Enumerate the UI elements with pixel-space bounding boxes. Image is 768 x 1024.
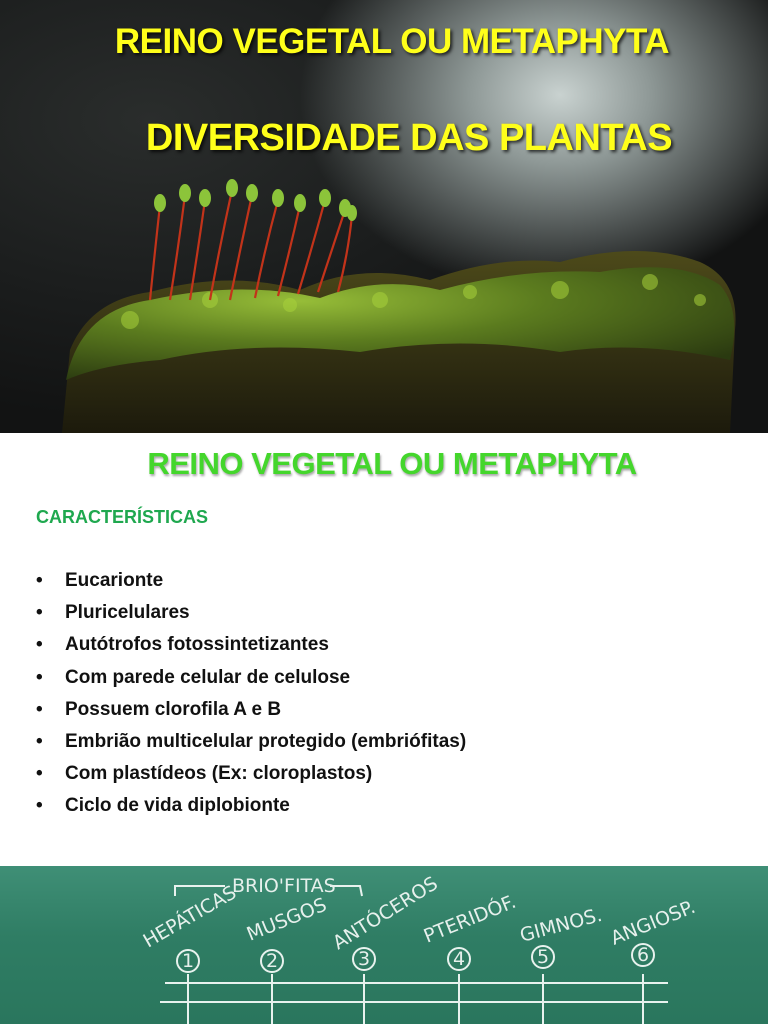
section-label: CARACTERÍSTICAS bbox=[36, 507, 209, 527]
list-item: • Eucarionte bbox=[36, 570, 164, 591]
list-item: • Pluricelulares bbox=[36, 602, 190, 624]
bullet-icon: • bbox=[36, 763, 43, 785]
group-label-antoceros: ANTÓCEROS bbox=[328, 872, 442, 955]
slide-moss-cover bbox=[0, 0, 768, 433]
group-number-5 bbox=[532, 946, 554, 968]
list-item: • Com plastídeos (Ex: cloroplastos) bbox=[36, 763, 373, 785]
group-number-1 bbox=[177, 950, 199, 972]
list-item: • Ciclo de vida diplobionte bbox=[36, 795, 290, 817]
bullet-icon: • bbox=[36, 666, 43, 688]
bullet-icon: • bbox=[36, 570, 43, 591]
list-item: • Embrião multicelular protegido (embriófitas) bbox=[36, 730, 467, 752]
group-label-angiosp: ANGIOSP. bbox=[607, 895, 699, 950]
list-item: • Autótrofos fotossintetizantes bbox=[36, 634, 329, 656]
bracket-label: BRIO'FITAS bbox=[232, 875, 336, 897]
svg-text:2: 2 bbox=[266, 950, 279, 972]
group-label-musgos: MUSGOS bbox=[243, 893, 330, 946]
svg-text:1: 1 bbox=[182, 950, 195, 972]
group-label-hepaticas: HEPÁTICAS bbox=[139, 881, 241, 953]
cover-title-line2: DIVERSIDADE DAS PLANTAS bbox=[145, 117, 673, 159]
slide-characteristics bbox=[0, 433, 768, 866]
bullet-icon: • bbox=[36, 634, 43, 656]
group-number-2 bbox=[261, 950, 283, 972]
chalk-table-lines bbox=[160, 974, 668, 1024]
slide-chalkboard bbox=[0, 866, 768, 1024]
chalkboard-diagram bbox=[0, 866, 768, 1024]
bullet-icon: • bbox=[36, 698, 43, 720]
group-number-6 bbox=[632, 944, 654, 966]
svg-text:5: 5 bbox=[537, 946, 550, 968]
list-item: • Possuem clorofila A e B bbox=[36, 698, 282, 720]
moss-photo-illustration bbox=[0, 0, 768, 433]
list-item: • Com parede celular de celulose bbox=[36, 666, 351, 688]
group-label-gimnos: GIMNOS. bbox=[517, 903, 605, 947]
bullet-icon: • bbox=[36, 602, 43, 624]
svg-text:4: 4 bbox=[453, 948, 466, 970]
group-number-3 bbox=[353, 948, 375, 970]
bullet-icon: • bbox=[36, 730, 43, 752]
svg-text:3: 3 bbox=[358, 948, 371, 970]
bullet-icon: • bbox=[36, 795, 43, 817]
characteristics-list bbox=[36, 569, 466, 827]
characteristics-slide-title: REINO VEGETAL OU METAPHYTA bbox=[147, 446, 637, 481]
svg-text:6: 6 bbox=[637, 944, 650, 966]
cover-title-line1: REINO VEGETAL OU METAPHYTA bbox=[114, 22, 670, 61]
group-label-pteridof: PTERIDÓF. bbox=[420, 890, 520, 948]
group-number-4 bbox=[448, 948, 470, 970]
